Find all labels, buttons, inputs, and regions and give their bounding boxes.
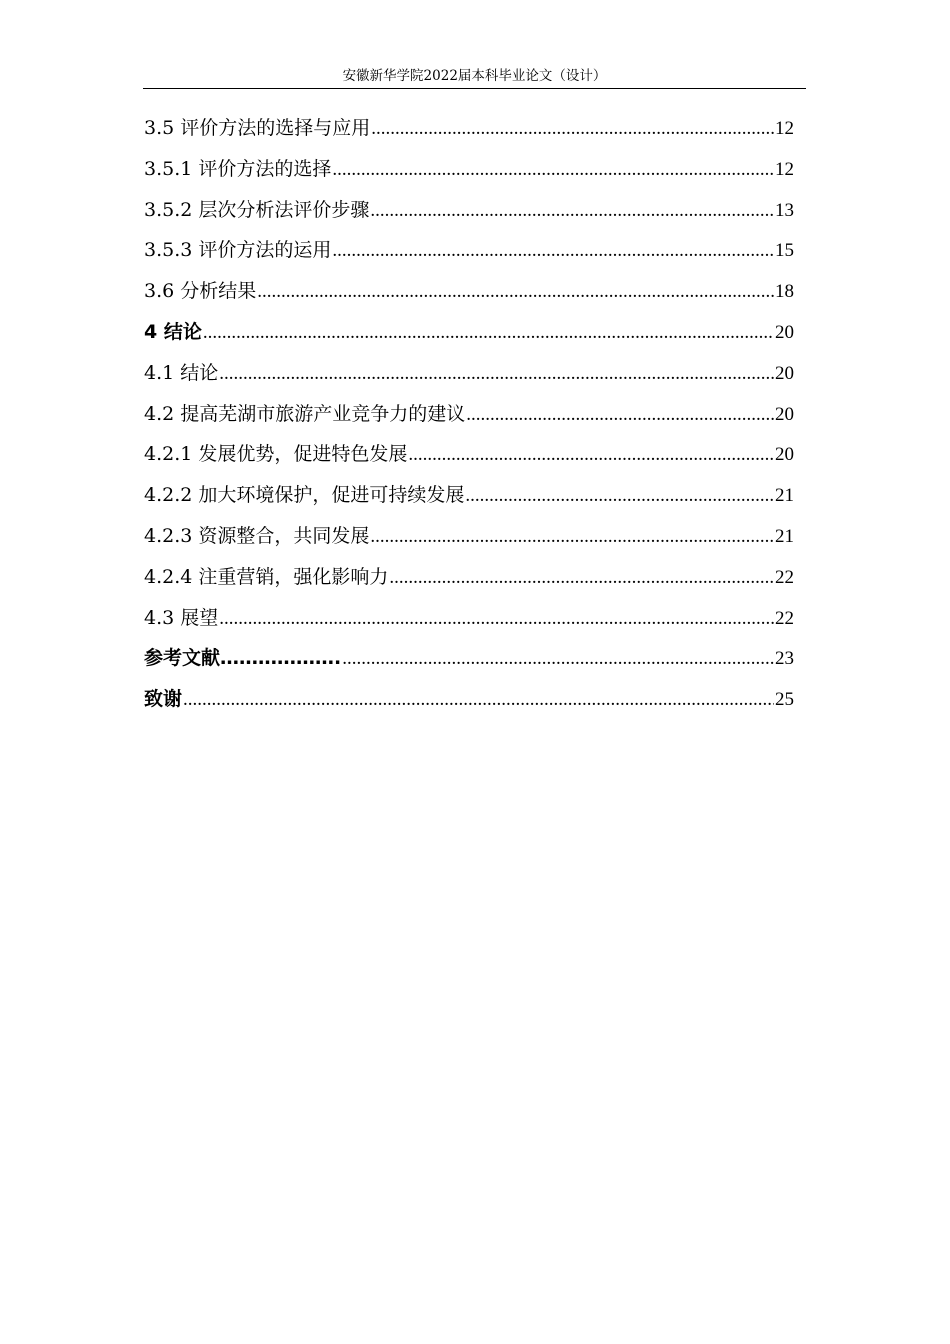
toc-entry-title: 4 结论 xyxy=(144,320,202,343)
toc-dot-leader xyxy=(183,685,774,715)
toc-entry-4-2-1[interactable] xyxy=(144,439,794,480)
toc-entry-page: 22 xyxy=(775,607,794,629)
toc-dot-leader xyxy=(257,277,774,307)
toc-entry-title: 4.2.2 加大环境保护，促进可持续发展 xyxy=(144,484,465,507)
toc-entry-3-5-2[interactable] xyxy=(144,195,794,236)
toc-entry-page: 20 xyxy=(775,321,794,343)
toc-entry-acknowledgements[interactable] xyxy=(144,684,794,725)
toc-dot-leader xyxy=(389,563,774,593)
toc-entry-page: 21 xyxy=(775,485,794,507)
page-header: 安徽新华学院2022届本科毕业论文（设计） xyxy=(143,66,806,89)
toc-entry-title: 3.6 分析结果 xyxy=(144,280,257,303)
toc-entry-page: 22 xyxy=(775,566,794,588)
toc-entry-4-1[interactable] xyxy=(144,358,794,399)
toc-dot-leader xyxy=(203,318,774,348)
toc-entry-title: 3.5.1 评价方法的选择 xyxy=(144,157,332,180)
toc-dot-leader xyxy=(332,155,774,185)
toc-entry-page: 18 xyxy=(775,281,794,303)
toc-entry-4-2-4[interactable] xyxy=(144,562,794,603)
toc-entry-3-5-3[interactable] xyxy=(144,235,794,276)
toc-entry-title: 3.5.2 层次分析法评价步骤 xyxy=(144,198,370,221)
toc-entry-title: 参考文献………………. xyxy=(144,647,342,670)
toc-dot-leader xyxy=(370,522,774,552)
toc-dot-leader xyxy=(219,359,774,389)
toc-entry-page: 20 xyxy=(775,403,794,425)
toc-dot-leader xyxy=(219,604,774,634)
toc-entry-4-2-2[interactable] xyxy=(144,480,794,521)
toc-entry-title: 4.2.4 注重营销，强化影响力 xyxy=(144,565,389,588)
toc-entry-3-5[interactable] xyxy=(144,113,794,154)
table-of-contents xyxy=(144,113,794,725)
toc-entry-page: 21 xyxy=(775,525,794,547)
toc-dot-leader xyxy=(332,236,774,266)
toc-entry-4-3[interactable] xyxy=(144,603,794,644)
toc-entry-4-2[interactable] xyxy=(144,399,794,440)
toc-dot-leader xyxy=(465,481,774,511)
toc-entry-3-6[interactable] xyxy=(144,276,794,317)
toc-entry-title: 4.1 结论 xyxy=(144,361,219,384)
toc-entry-title: 4.3 展望 xyxy=(144,606,219,629)
toc-entry-references[interactable] xyxy=(144,643,794,684)
toc-entry-4-2-3[interactable] xyxy=(144,521,794,562)
toc-entry-4[interactable] xyxy=(144,317,794,358)
toc-entry-page: 25 xyxy=(775,689,794,711)
toc-entry-page: 13 xyxy=(775,199,794,221)
toc-entry-title: 4.2.3 资源整合，共同发展 xyxy=(144,524,370,547)
toc-entry-page: 23 xyxy=(775,648,794,670)
toc-entry-page: 15 xyxy=(775,240,794,262)
toc-entry-page: 20 xyxy=(775,444,794,466)
toc-entry-page: 12 xyxy=(775,158,794,180)
toc-entry-title: 3.5.3 评价方法的运用 xyxy=(144,239,332,262)
toc-entry-3-5-1[interactable] xyxy=(144,154,794,195)
toc-dot-leader xyxy=(371,114,774,144)
toc-dot-leader xyxy=(466,400,774,430)
toc-dot-leader xyxy=(370,196,774,226)
toc-dot-leader xyxy=(342,644,774,674)
toc-entry-page: 12 xyxy=(775,118,794,139)
toc-entry-page: 20 xyxy=(775,362,794,384)
toc-entry-title: 3.5 评价方法的选择与应用 xyxy=(144,117,371,139)
toc-entry-title: 4.2.1 发展优势，促进特色发展 xyxy=(144,443,408,466)
toc-entry-title: 4.2 提高芜湖市旅游产业竞争力的建议 xyxy=(144,402,466,425)
toc-dot-leader xyxy=(408,440,774,470)
toc-entry-title: 致谢 xyxy=(144,688,183,711)
